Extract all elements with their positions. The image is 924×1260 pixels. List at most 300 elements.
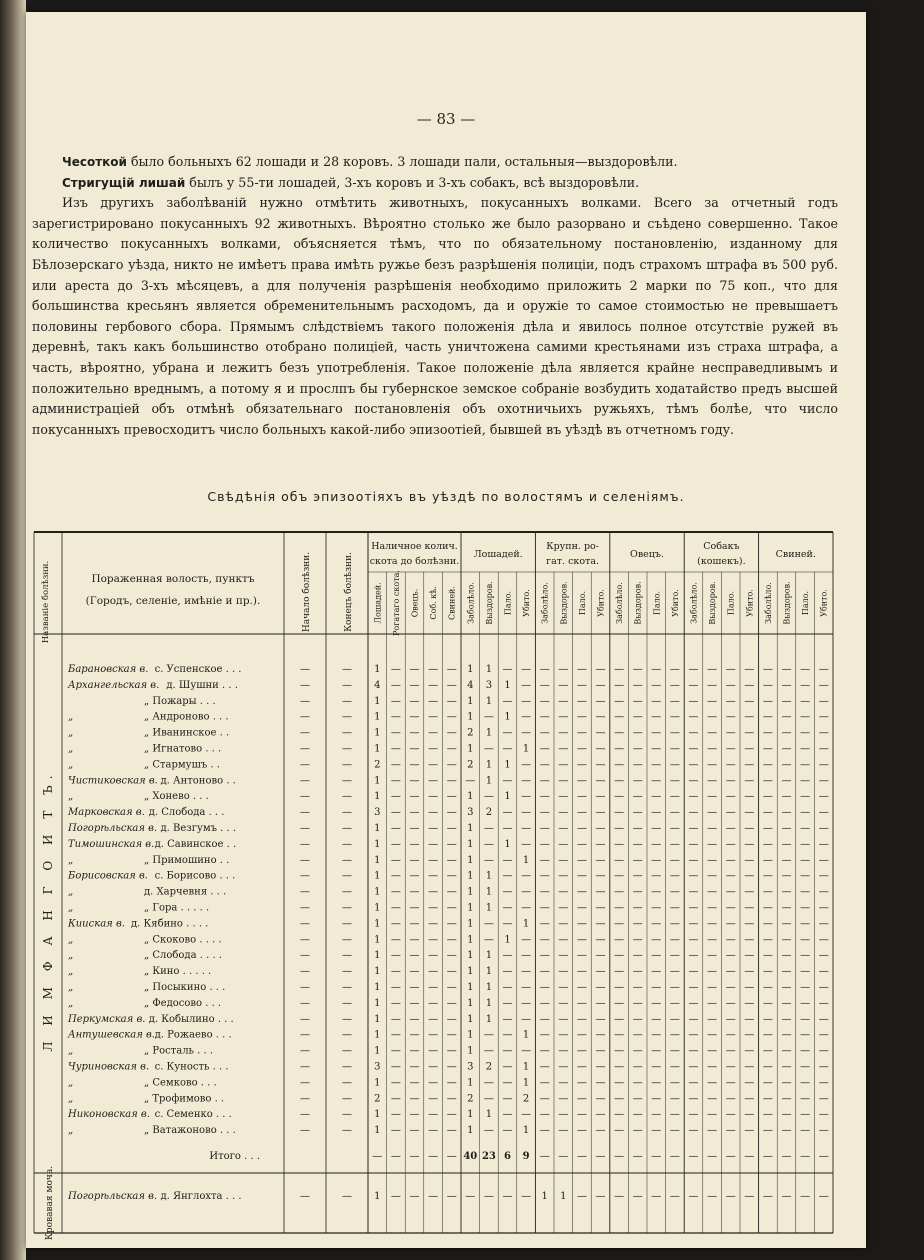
- table-row-value: —: [576, 775, 587, 787]
- table-row-value: —: [762, 1029, 773, 1041]
- table-row-end: —: [342, 664, 352, 675]
- table-row-value: —: [818, 711, 829, 723]
- table-row-end: —: [342, 870, 352, 882]
- table-row-value: —: [614, 743, 625, 755]
- table-row-value: —: [632, 1077, 643, 1089]
- table-row-value: —: [688, 727, 699, 739]
- table-row-value: —: [669, 711, 680, 723]
- table-row-value: —: [409, 775, 420, 787]
- subcolumn-header: Пало.: [652, 590, 662, 616]
- table-row-hematuria-start: —: [300, 1191, 310, 1202]
- table-row-value: —: [800, 823, 811, 834]
- table-row-value: —: [781, 1013, 792, 1025]
- table-row-volost: Кииская в.: [68, 918, 125, 930]
- table-row-value: —: [762, 854, 773, 866]
- table-row-value: —: [428, 807, 439, 819]
- table-row-volost: Никоновская в.: [68, 1109, 150, 1121]
- table-row-value: —: [428, 664, 439, 675]
- table-row-value: —: [744, 886, 755, 898]
- table-row-value: —: [707, 966, 718, 978]
- table-row-value: —: [800, 791, 811, 803]
- table-row-value: —: [800, 1029, 811, 1041]
- table-row-value: 3: [374, 1061, 381, 1073]
- table-row-start: —: [300, 807, 310, 819]
- table-row-value: —: [409, 1109, 420, 1121]
- total-value: —: [744, 1151, 755, 1162]
- table-row-value: —: [707, 1077, 718, 1089]
- table-row-value: —: [651, 775, 662, 787]
- table-row-value: —: [632, 775, 643, 787]
- table-row-value: —: [818, 1077, 829, 1089]
- table-row-value: —: [558, 775, 569, 787]
- table-row-start: —: [300, 854, 310, 866]
- table-row-value: —: [614, 997, 625, 1009]
- table-row-value: —: [669, 1093, 680, 1105]
- table-row-place: „ Пожары . . .: [144, 695, 216, 707]
- table-row-hematuria-value: —: [483, 1191, 494, 1202]
- table-row-value: —: [781, 997, 792, 1009]
- table-row-volost: „: [68, 982, 74, 993]
- table-row-value: 1: [467, 854, 474, 866]
- table-row-value: —: [651, 1013, 662, 1025]
- table-row-value: —: [725, 870, 736, 882]
- table-row-value: —: [409, 950, 420, 962]
- table-row-value: —: [539, 1093, 550, 1105]
- table-row-value: —: [800, 1045, 811, 1057]
- table-row-value: 1: [467, 823, 474, 834]
- table-row-value: —: [632, 1029, 643, 1041]
- table-row-value: —: [558, 727, 569, 739]
- table-row-value: —: [614, 982, 625, 993]
- table-row-value: —: [576, 997, 587, 1009]
- table-row-value: 1: [485, 775, 493, 787]
- table-row-value: —: [781, 711, 792, 723]
- table-row-value: —: [576, 1077, 587, 1089]
- table-row-value: —: [558, 1109, 569, 1121]
- table-row-value: —: [669, 1125, 680, 1137]
- table-row-value: —: [762, 870, 773, 882]
- table-row-volost: „: [68, 711, 74, 723]
- table-row-value: —: [539, 1125, 550, 1137]
- table-row-value: —: [390, 1045, 401, 1057]
- table-row-value: 1: [467, 695, 474, 707]
- table-row-value: —: [781, 727, 792, 739]
- table-row-value: —: [614, 664, 625, 675]
- table-row-value: —: [428, 934, 439, 946]
- table-row-value: —: [539, 1061, 550, 1073]
- table-row-value: —: [483, 711, 494, 723]
- table-row-value: —: [818, 1045, 829, 1057]
- table-row-value: 1: [485, 695, 493, 707]
- table-row-value: 1: [374, 823, 381, 834]
- table-row-value: —: [409, 727, 420, 739]
- table-row-value: —: [502, 1093, 513, 1105]
- table-row-value: 1: [374, 854, 381, 866]
- table-row-value: —: [781, 902, 792, 914]
- table-row-value: —: [707, 1045, 718, 1057]
- table-row-value: 1: [467, 966, 474, 978]
- table-row-value: —: [502, 1109, 513, 1121]
- table-row-value: —: [800, 902, 811, 914]
- table-row-value: 1: [374, 997, 381, 1009]
- table-row-value: 2: [467, 1093, 474, 1105]
- table-row-value: —: [781, 807, 792, 819]
- table-row-value: —: [669, 1045, 680, 1057]
- table-row-value: —: [390, 711, 401, 723]
- table-row-value: 1: [485, 664, 493, 675]
- table-row-value: 1: [485, 1013, 493, 1025]
- table-row-value: —: [502, 1013, 513, 1025]
- table-row-value: —: [576, 1061, 587, 1073]
- table-row-value: —: [521, 695, 532, 707]
- table-row-value: —: [409, 1093, 420, 1105]
- table-row-value: —: [762, 1093, 773, 1105]
- table-row-value: —: [688, 775, 699, 787]
- table-row-value: —: [428, 902, 439, 914]
- paragraph-2-text: былъ у 55-ти лошадей, 3-хъ коровъ и 3-хъ собакъ, всѣ выздоровѣли.: [185, 174, 640, 190]
- table-row-end: —: [342, 902, 352, 914]
- table-row-value: —: [409, 807, 420, 819]
- total-value: —: [558, 1151, 569, 1162]
- table-row-value: —: [781, 870, 792, 882]
- table-row-volost: „: [68, 966, 74, 978]
- table-row-hematuria-volost: Погорѣльская в.: [68, 1191, 158, 1202]
- table-row-value: —: [558, 870, 569, 882]
- table-row-value: —: [558, 711, 569, 723]
- table-row-value: —: [818, 664, 829, 675]
- table-row-value: —: [576, 791, 587, 803]
- table-row-value: —: [800, 711, 811, 723]
- table-row-volost: Тимошинская в.: [68, 838, 155, 850]
- table-row-place: д. Кябино . . . .: [131, 918, 209, 930]
- table-row-value: —: [558, 1125, 569, 1137]
- table-row-value: —: [576, 1029, 587, 1041]
- table-row-value: —: [688, 695, 699, 707]
- table-row-value: 1: [374, 664, 381, 675]
- table-row-value: —: [558, 838, 569, 850]
- table-row-value: —: [725, 1125, 736, 1137]
- table-row-value: —: [521, 791, 532, 803]
- table-row-value: —: [688, 838, 699, 850]
- table-row-value: —: [725, 791, 736, 803]
- table-row-value: —: [409, 664, 420, 675]
- table-row-value: —: [762, 791, 773, 803]
- table-row-value: —: [428, 727, 439, 739]
- table-row-value: —: [632, 982, 643, 993]
- table-row-value: —: [428, 1029, 439, 1041]
- table-row-start: —: [300, 695, 310, 707]
- table-row-value: —: [502, 823, 513, 834]
- table-row-start: —: [300, 934, 310, 946]
- table-row-value: —: [781, 759, 792, 771]
- table-row-value: —: [614, 1093, 625, 1105]
- table-row-value: —: [669, 1061, 680, 1073]
- total-value: 40: [463, 1151, 478, 1162]
- table-row-value: —: [632, 679, 643, 691]
- table-row-value: —: [762, 918, 773, 930]
- table-row-value: —: [632, 823, 643, 834]
- table-row-value: 1: [485, 870, 493, 882]
- table-row-value: 2: [467, 727, 474, 739]
- table-row-start: —: [300, 902, 310, 914]
- table-row-start: —: [300, 1061, 310, 1073]
- table-row-value: —: [651, 1045, 662, 1057]
- table-row-value: —: [688, 1029, 699, 1041]
- table-row-place: д. Шушни . . .: [166, 679, 238, 691]
- table-row-start: —: [300, 1125, 310, 1137]
- table-row-value: —: [669, 870, 680, 882]
- table-row-start: —: [300, 1109, 310, 1121]
- table-row-value: —: [818, 695, 829, 707]
- table-row-value: —: [651, 695, 662, 707]
- table-row-value: —: [725, 950, 736, 962]
- table-row-value: 1: [522, 918, 530, 930]
- table-row-value: —: [744, 727, 755, 739]
- table-row-value: —: [632, 743, 643, 755]
- table-row-value: —: [688, 759, 699, 771]
- table-row-value: —: [651, 679, 662, 691]
- table-row-value: —: [428, 886, 439, 898]
- table-row-value: —: [762, 759, 773, 771]
- table-row-value: 1: [374, 1013, 381, 1025]
- table-row-place: „ Гора . . . . .: [144, 902, 210, 914]
- table-row-value: 1: [467, 1109, 474, 1121]
- table-row-value: —: [539, 950, 550, 962]
- table-row-place: „ Примошино . .: [144, 854, 230, 866]
- table-row-place: с. Куность . . .: [154, 1061, 229, 1073]
- table-row-value: —: [707, 870, 718, 882]
- table-row-value: —: [632, 870, 643, 882]
- table-row-value: —: [725, 664, 736, 675]
- table-row-value: —: [762, 775, 773, 787]
- table-row-value: —: [651, 918, 662, 930]
- table-row-value: —: [390, 934, 401, 946]
- total-value: —: [725, 1151, 736, 1162]
- table-row-value: —: [688, 1061, 699, 1073]
- table-row-value: —: [502, 664, 513, 675]
- table-row-value: 1: [467, 1045, 474, 1057]
- table-row-value: —: [651, 743, 662, 755]
- table-row-value: —: [521, 966, 532, 978]
- table-row-value: —: [744, 870, 755, 882]
- table-row-place: д. Кобылино . . .: [148, 1013, 234, 1025]
- table-row-value: —: [762, 950, 773, 962]
- table-row-value: —: [539, 743, 550, 755]
- table-row-place: д. Харчевня . . .: [144, 886, 227, 898]
- table-row-hematuria-value: —: [725, 1191, 736, 1202]
- table-row-value: —: [744, 664, 755, 675]
- table-row-value: —: [800, 1109, 811, 1121]
- table-row-value: —: [502, 1077, 513, 1089]
- table-row-value: —: [576, 1045, 587, 1057]
- table-row-value: —: [669, 997, 680, 1009]
- table-row-value: —: [576, 807, 587, 819]
- table-row-value: —: [558, 950, 569, 962]
- table-row-value: —: [707, 759, 718, 771]
- table-row-value: —: [632, 950, 643, 962]
- table-row-value: —: [539, 759, 550, 771]
- table-row-end: —: [342, 711, 352, 723]
- table-row-value: —: [688, 664, 699, 675]
- table-row-value: —: [502, 775, 513, 787]
- table-row-value: —: [409, 1061, 420, 1073]
- table-row-value: —: [390, 982, 401, 993]
- subcolumn-header: Заболѣло.: [689, 582, 699, 624]
- subcolumn-header: Выздоров.: [633, 581, 643, 625]
- table-row-hematuria-value: 1: [541, 1191, 548, 1202]
- table-row-value: —: [558, 807, 569, 819]
- table-row-place: „ Ватажоново . . .: [144, 1125, 236, 1137]
- table-row-value: 1: [374, 695, 381, 707]
- table-row-value: —: [502, 854, 513, 866]
- table-row-value: —: [725, 775, 736, 787]
- table-row-end: —: [342, 918, 352, 930]
- table-row-value: —: [558, 902, 569, 914]
- table-row-value: —: [632, 695, 643, 707]
- table-row-value: —: [595, 934, 606, 946]
- total-value: —: [595, 1151, 606, 1162]
- total-label: Итого . . .: [209, 1151, 260, 1162]
- table-row-value: —: [614, 1077, 625, 1089]
- table-row-value: 1: [522, 743, 530, 755]
- table-row-value: —: [762, 886, 773, 898]
- table-row-value: —: [669, 807, 680, 819]
- table-row-value: —: [502, 695, 513, 707]
- table-row-value: —: [707, 982, 718, 993]
- table-row-value: —: [632, 1093, 643, 1105]
- table-row-value: 1: [374, 1045, 381, 1057]
- table-row-value: —: [744, 1093, 755, 1105]
- subcolumn-header: Заболѣло.: [763, 582, 773, 624]
- table-row-value: —: [781, 950, 792, 962]
- table-row-value: —: [818, 759, 829, 771]
- table-row-hematuria-value: —: [614, 1191, 625, 1202]
- table-row-value: —: [390, 1125, 401, 1137]
- table-row-value: —: [521, 1013, 532, 1025]
- table-row-value: —: [576, 695, 587, 707]
- table-row-value: —: [428, 1077, 439, 1089]
- table-row-value: —: [781, 1109, 792, 1121]
- table-row-value: —: [446, 902, 457, 914]
- table-row-value: —: [651, 759, 662, 771]
- table-row-volost: „: [68, 727, 74, 739]
- header-place-2: (Городъ, селеніе, имѣніе и пр.).: [85, 595, 261, 607]
- table-row-value: —: [725, 807, 736, 819]
- table-row-value: —: [818, 950, 829, 962]
- table-row-value: —: [744, 1125, 755, 1137]
- adjacent-page-edge: [0, 0, 26, 1260]
- table-row-value: —: [800, 679, 811, 691]
- table-row-value: —: [669, 823, 680, 834]
- table-row-value: —: [409, 934, 420, 946]
- table-row-value: —: [409, 854, 420, 866]
- table-row-value: —: [576, 1013, 587, 1025]
- header-place-1: Пораженная волость, пунктъ: [91, 573, 255, 585]
- total-value: —: [372, 1151, 383, 1162]
- subcolumn-header: Убито.: [596, 589, 606, 617]
- table-row-value: —: [781, 1029, 792, 1041]
- subcolumn-header: Овецъ.: [410, 588, 420, 618]
- total-value: —: [409, 1151, 420, 1162]
- table-row-value: —: [781, 934, 792, 946]
- subcolumn-header: Пало.: [503, 590, 513, 616]
- table-row-value: —: [595, 1125, 606, 1137]
- table-row-end: —: [342, 982, 352, 993]
- table-row-value: —: [576, 966, 587, 978]
- table-row-place: „ Федосово . . .: [144, 997, 222, 1009]
- table-row-volost: „: [68, 1125, 74, 1137]
- table-row-end: —: [342, 934, 352, 946]
- table-row-value: —: [390, 695, 401, 707]
- table-row-value: —: [651, 1077, 662, 1089]
- table-row-value: —: [707, 1029, 718, 1041]
- table-row-value: —: [651, 838, 662, 850]
- table-row-value: 2: [374, 759, 381, 771]
- table-row-value: —: [595, 727, 606, 739]
- table-row-value: —: [688, 679, 699, 691]
- table-row-value: —: [428, 870, 439, 882]
- table-row-value: —: [781, 854, 792, 866]
- table-row-value: —: [539, 918, 550, 930]
- table-row-value: —: [558, 982, 569, 993]
- table-row-place: „ Игнатово . . .: [144, 743, 222, 755]
- table-row-value: —: [390, 727, 401, 739]
- table-row-value: —: [725, 934, 736, 946]
- table-row-value: —: [595, 791, 606, 803]
- table-row-value: —: [762, 807, 773, 819]
- table-row-value: —: [576, 1109, 587, 1121]
- table-row-value: —: [502, 982, 513, 993]
- table-row-value: —: [651, 997, 662, 1009]
- table-row-value: 1: [374, 1077, 381, 1089]
- table-row-value: —: [744, 695, 755, 707]
- table-row-place: „ Хонево . . .: [144, 791, 209, 803]
- subcolumn-header: Убито.: [522, 589, 532, 617]
- table-row-value: —: [428, 791, 439, 803]
- disease-label-lymphangitis: Л И М Ф А Н Г О И Т Ъ.: [41, 769, 55, 1052]
- table-row-value: —: [614, 823, 625, 834]
- table-row-value: —: [521, 727, 532, 739]
- table-row-value: —: [781, 838, 792, 850]
- table-row-start: —: [300, 1093, 310, 1105]
- table-row-value: 2: [485, 1061, 493, 1073]
- table-row-value: —: [744, 950, 755, 962]
- table-row-value: —: [632, 918, 643, 930]
- table-row-hematuria-value: —: [446, 1191, 457, 1202]
- table-row-value: —: [744, 1077, 755, 1089]
- table-row-value: —: [502, 950, 513, 962]
- table-row-value: —: [688, 807, 699, 819]
- table-row-value: —: [446, 711, 457, 723]
- table-row-hematuria-value: —: [595, 1191, 606, 1202]
- table-row-value: 1: [374, 950, 381, 962]
- group-header: Собакъ: [703, 541, 740, 552]
- table-row-value: —: [632, 854, 643, 866]
- table-row-volost: „: [68, 1077, 74, 1089]
- table-row-value: 1: [504, 791, 511, 803]
- table-row-value: —: [688, 950, 699, 962]
- table-row-place: „ Андроново . . .: [144, 711, 229, 723]
- table-row-value: 1: [522, 1125, 530, 1137]
- table-row-value: —: [446, 743, 457, 755]
- table-row-value: —: [669, 902, 680, 914]
- table-row-value: —: [558, 1045, 569, 1057]
- table-row-end: —: [342, 1109, 352, 1121]
- table-row-start: —: [300, 1045, 310, 1057]
- table-row-value: —: [744, 1061, 755, 1073]
- table-row-value: —: [762, 934, 773, 946]
- table-row-value: —: [428, 759, 439, 771]
